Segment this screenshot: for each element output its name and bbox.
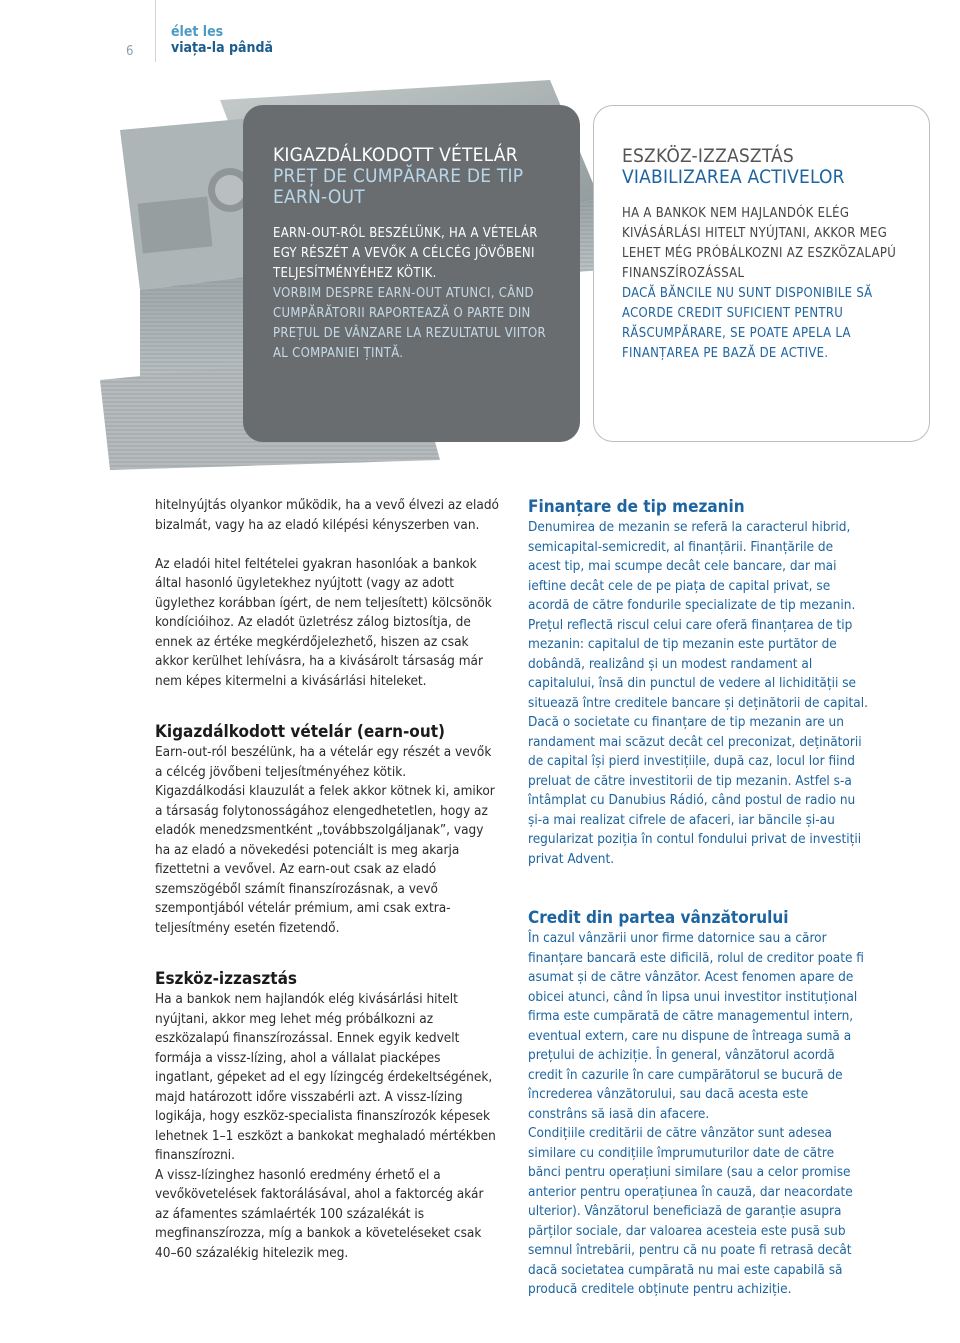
paragraph: A vissz-lízinghez hasonló eredmény érhető el a vevőkövetelések faktorálásával, ahol a faktorcég akár az áfamentes számlaérték 100 százalékát is megfinanszírozza, míg a bankok a követeléseket csak 40–60 százalékig hitelezik meg. bbox=[155, 1166, 484, 1261]
paragraph: În cazul vânzării unor firme datornice sau a căror finanțare bancară este dificilă, rolul de creditor poate fi asumat și de către vânzător. Acest fenomen apare de obicei atunci, când în lipsa unui investitor instituțional firma este cumpărată de către managementul intern, eventual extern, care nu dispune de întreaga sumă a prețului de achiziție. În general, vânzătorul acordă credit în cazurile în care cumpărătorul se bucură de încrederea vânzătorului, sau dacă acesta este constrâns să iasă din afacere. bbox=[528, 930, 864, 1122]
subheading-vendor-credit-ro: Credit din partea vânzătorului bbox=[528, 908, 789, 928]
paragraph: Earn-out-ról beszélünk, ha a vételár egy részét a vevők a célcég jövőbeni teljesítményéhez kötik. Kigazdálkodási klauzulát a felek akkor kötnek ki, amikor a társaság folytonosságához elengedhetetlen, hogy az eladók menedzsmentként „továbbszolgáljanak”, vagy ha az eladó a növekedési potenciált is meg akarja fizettetni a vevővel. Az earn-out csak az eladó szemszögéből számít finanszírozásnak, a vevő szempontjából vételár prémium, ami csak extra-teljesítmény esetén fizetendő. bbox=[155, 744, 495, 936]
callout-earnout-text-ro: VORBIM DESPRE EARN-OUT ATUNCI, CÂND CUMPĂRĂTORII RAPORTEAZĂ O PARTE DIN PREȚUL DE VÂNZARE LA REZULTATUL VIITOR AL COMPANIEI ȚINTĂ. bbox=[273, 286, 546, 361]
callout-asset-text-ro: DACĂ BĂNCILE NU SUNT DISPONIBILE SĂ ACORDE CREDIT SUFICIENT PENTRU RĂSCUMPĂRARE, SE POATE APELA LA FINANȚAREA PE BAZĂ DE ACTIVE. bbox=[622, 286, 873, 361]
paragraph: Condițiile creditării de către vânzător sunt adesea similare cu condițiile împrumuturilor date de către bănci pentru operațiuni similare (sau a celor promise anterior pentru operațiunea în cauză, dar neacordate ulterior). Vânzătorul beneficiază de garanție asupra părților sociale, dar valoarea acesteia este pusă sub semnul întrebării, pentru că nu poate fi retrasă decât dacă societatea cumpărată nu mai este capabilă să producă creditele obținute pentru achiziție. bbox=[528, 1125, 853, 1297]
callout-asset-title-hu: ESZKÖZ-IZZASZTÁS bbox=[622, 145, 794, 167]
callout-asset-stripping bbox=[593, 105, 930, 442]
paragraph: hitelnyújtás olyankor működik, ha a vevő élvezi az eladó bizalmát, vagy ha az eladó kilépési kényszerben van. bbox=[155, 497, 499, 533]
subheading-asset-hu: Eszköz-izzasztás bbox=[155, 969, 298, 989]
subheading-mezanin-ro: Finanțare de tip mezanin bbox=[528, 497, 745, 517]
subheading-earnout-hu: Kigazdálkodott vételár (earn-out) bbox=[155, 722, 446, 742]
article-column-ro bbox=[528, 496, 868, 1300]
callout-earnout bbox=[243, 105, 580, 442]
paragraph: Az eladói hitel feltételei gyakran hasonlóak a bankok által hasonló ügyletekhez nyújtott (vagy az adott ügylethez korábban ígért, de nem teljesített) kölcsönök kondícióihoz. Az eladót üzletrész zálog biztosítja, de ennek az értéke megkérdőjelezhető, hiszen az csak akkor kerülhet lehívásra, ha a kivásárolt társaság már nem képes kitermelni a kivásárlási hiteleket. bbox=[155, 555, 492, 689]
header-divider bbox=[155, 0, 156, 62]
paragraph: Ha a bankok nem hajlandók elég kivásárlási hitelt nyújtani, akkor meg lehet még próbálkozni az eszközalapú finanszírozással. Ennek egyik kedvelt formája a vissz-lízing, ahol a vállalat piacképes ingatlant, gépeket ad el egy lízingcég érdekeltségének, majd határozott időre visszabérli azt. A vissz-lízing logikája, hogy eszköz-specialista finanszírozók képesek lehetnek 1–1 eszközt a bankokat meghaladó mértékben finanszírozni. bbox=[155, 991, 496, 1163]
callout-earnout-text-hu: EARN-OUT-RÓL BESZÉLÜNK, HA A VÉTELÁR EGY RÉSZÉT A VEVŐK A CÉLCÉG JÖVŐBENI TELJESÍTMÉNYÉHEZ KÖTIK. bbox=[273, 226, 538, 281]
callout-earnout-title-hu: KIGAZDÁLKODOTT VÉTELÁR bbox=[273, 144, 518, 166]
section-title-ro: viața-la pândă bbox=[171, 40, 273, 56]
section-title-hu: élet les bbox=[171, 24, 224, 40]
paragraph: Denumirea de mezanin se referă la caracterul hibrid, semicapital-semicredit, al finanțării. Finanțările de acest tip, mai scumpe decât cele bancare, dar mai ieftine decât cele de pe piața de capital privat, se acordă de către fondurile specializate de tip mezanin. Prețul reflectă riscul celui care oferă finanțarea de tip mezanin: capitalul de tip mezanin este purtător de dobândă, realizând și un modest randament al capitalului, însă din punctul de vedere al lichidității se situează între creditele bancare și deținătorii de capital. Dacă o societate cu finanțare de tip mezanin are un randament mai scăzut decât cel preconizat, deținătorii de capital își pierd investițiile, după caz, locul lor fiind preluat de către investitorii de tip mezanin. Astfel s-a întâmplat cu Danubius Rádió, când postul de radio nu și-a mai realizat cifrele de afaceri, iar băncile și-au regularizat poziția în contul fondului privat de investiții privat Advent. bbox=[528, 519, 868, 867]
callout-earnout-title-ro: PREȚ DE CUMPĂRARE DE TIP EARN-OUT bbox=[273, 165, 524, 208]
callout-asset-title-ro: VIABILIZAREA ACTIVELOR bbox=[622, 166, 845, 188]
article-column-hu bbox=[155, 496, 500, 1263]
callout-asset-text-hu: HA A BANKOK NEM HAJLANDÓK ELÉG KIVÁSÁRLÁSI HITELT NYÚJTANI, AKKOR MEG LEHET MÉG PRÓBÁLKOZNI AZ ESZKÖZALAPÚ FINANSZÍROZÁSSAL bbox=[622, 206, 897, 281]
page-number: 6 bbox=[126, 44, 134, 59]
